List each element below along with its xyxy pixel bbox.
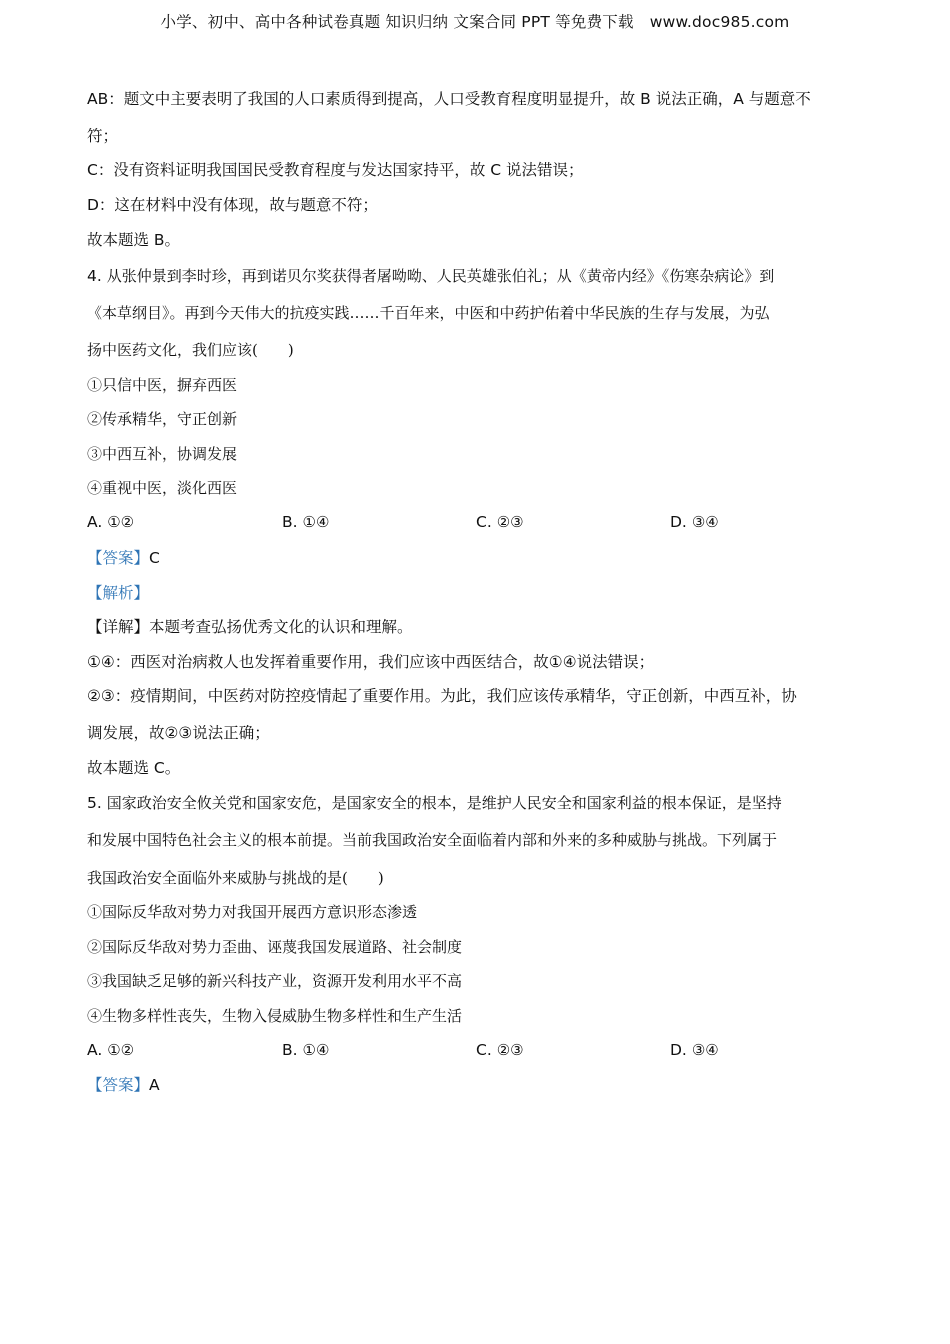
q4-stem-line1 <box>87 266 774 286</box>
q3-analysis-c: C：没有资料证明我国国民受教育程度与发达国家持平，故 C 说法错误； <box>87 161 584 179</box>
q4-answer-value: C <box>149 549 160 567</box>
q4-analysis-14: ①④：西医对治病救人也发挥着重要作用，我们应该中西医结合，故①④说法错误； <box>87 653 655 671</box>
q4-option-a-value: ①② <box>107 513 135 531</box>
header-url[interactable]: www.doc985.com <box>649 13 790 31</box>
q4-option-d-label: D. <box>670 513 687 531</box>
q5-option-b-value: ①④ <box>302 1041 330 1059</box>
q5-option-a-value: ①② <box>107 1041 135 1059</box>
q4-number: 4. <box>87 267 102 285</box>
q4-option-c[interactable] <box>476 512 524 532</box>
q5-answer-tag: 【答案】 <box>87 1076 150 1094</box>
q4-analysis-23-line1: ②③：疫情期间，中医药对防控疫情起了重要作用。为此，我们应该传承精华，守正创新，中西互补，协 <box>87 687 797 705</box>
q5-answer-value: A <box>149 1076 160 1094</box>
q4-conclusion: 故本题选 C。 <box>87 759 181 777</box>
q4-stem-text1: 从张仲景到李时珍，再到诺贝尔奖获得者屠呦呦、人民英雄张伯礼；从《黄帝内经》《伤寒杂病论》到 <box>106 267 775 285</box>
page-header <box>0 10 950 32</box>
q4-option-b-value: ①④ <box>302 513 330 531</box>
q4-stem-line2: 《本草纲目》。再到今天伟大的抗疫实践……千百年来，中医和中药护佑着中华民族的生存与发展，为弘 <box>87 304 770 322</box>
q3-analysis-d: D：这在材料中没有体现，故与题意不符； <box>87 196 378 214</box>
q4-answer-tag: 【答案】 <box>87 549 150 567</box>
q5-item-4: ④生物多样性丧失，生物入侵威胁生物多样性和生产生活 <box>87 1007 463 1025</box>
q5-number: 5. <box>87 794 102 812</box>
q4-option-c-value: ②③ <box>496 513 524 531</box>
q5-stem-line2: 和发展中国特色社会主义的根本前提。当前我国政治安全面临着内部和外来的多种威胁与挑战。下列属于 <box>87 831 778 849</box>
q4-option-b-label: B. <box>282 513 298 531</box>
q5-option-c[interactable] <box>476 1040 524 1060</box>
q4-stem-line3: 扬中医药文化，我们应该( ) <box>87 341 294 359</box>
q4-answer <box>87 548 160 568</box>
q4-option-a-label: A. <box>87 513 103 531</box>
q3-conclusion: 故本题选 B。 <box>87 231 181 249</box>
q4-option-b[interactable] <box>282 512 329 532</box>
q5-option-a-label: A. <box>87 1041 103 1059</box>
q5-stem-line1 <box>87 793 782 813</box>
q4-item-2: ②传承精华，守正创新 <box>87 410 238 428</box>
q5-stem-text1: 国家政治安全攸关党和国家安危，是国家安全的根本，是维护人民安全和国家利益的根本保证，是坚持 <box>106 794 782 812</box>
q4-option-c-label: C. <box>476 513 492 531</box>
q5-option-d[interactable] <box>670 1040 719 1060</box>
q5-item-2: ②国际反华敌对势力歪曲、诬蔑我国发展道路、社会制度 <box>87 938 463 956</box>
q5-option-a[interactable] <box>87 1040 134 1060</box>
q3-analysis-ab-line1: AB：题文中主要表明了我国的人口素质得到提高，人口受教育程度明显提升，故 B 说法正确，A 与题意不 <box>87 90 811 108</box>
q4-option-d-value: ③④ <box>691 513 719 531</box>
q4-item-3: ③中西互补，协调发展 <box>87 445 238 463</box>
q4-option-a[interactable] <box>87 512 134 532</box>
q4-detail: 【详解】本题考查弘扬优秀文化的认识和理解。 <box>87 618 413 636</box>
q5-answer <box>87 1075 160 1095</box>
q3-analysis-ab-line2: 符； <box>87 127 119 145</box>
q4-analysis-tag: 【解析】 <box>87 584 150 602</box>
q5-option-b-label: B. <box>282 1041 298 1059</box>
q5-option-b[interactable] <box>282 1040 329 1060</box>
q5-option-c-label: C. <box>476 1041 492 1059</box>
header-title: 小学、初中、高中各种试卷真题 知识归纳 文案合同 PPT 等免费下载 <box>160 13 634 31</box>
q5-item-1: ①国际反华敌对势力对我国开展西方意识形态渗透 <box>87 903 418 921</box>
q5-option-d-label: D. <box>670 1041 687 1059</box>
q4-item-1: ①只信中医，摒弃西医 <box>87 376 238 394</box>
q5-item-3: ③我国缺乏足够的新兴科技产业，资源开发利用水平不高 <box>87 972 463 990</box>
q5-stem-line3: 我国政治安全面临外来威胁与挑战的是( ) <box>87 869 384 887</box>
q5-option-c-value: ②③ <box>496 1041 524 1059</box>
q4-analysis-23-line2: 调发展，故②③说法正确； <box>87 724 270 742</box>
q4-item-4: ④重视中医，淡化西医 <box>87 479 238 497</box>
q4-option-d[interactable] <box>670 512 719 532</box>
q5-option-d-value: ③④ <box>691 1041 719 1059</box>
